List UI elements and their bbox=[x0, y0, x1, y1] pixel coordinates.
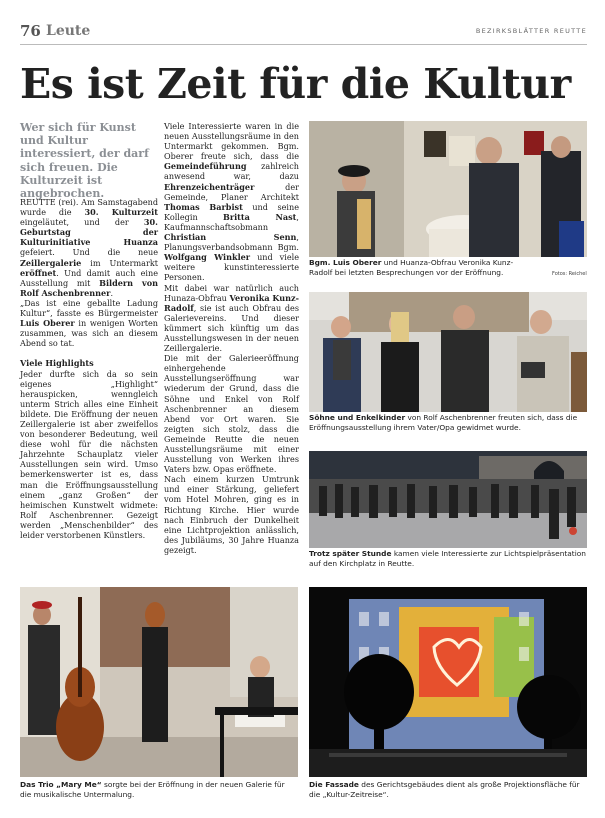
photo-credit: Fotos: Reichel bbox=[552, 271, 587, 277]
paragraph: „Das ist eine geballte Ladung Kultur“, fasste es Bürgermeister Luis Oberer in wenigen Worten zusammen, was sich an diesem Abend so tat. bbox=[20, 297, 158, 349]
paragraph: Nach einem kurzen Umtrunk und einer Stärkung, geliefert vom Hotel Mohren, ging es in Richtung Kirche. Hier wurde nach Einbruch der Dunkelheit eine Lichtprojektion anlässlich, des Jubiläums, 30 Jahre Huanza gezeigt. bbox=[164, 474, 299, 555]
article-column-1 bbox=[20, 197, 158, 540]
article-headline: Es ist Zeit für die Kultur bbox=[20, 60, 571, 108]
publication-name: BEZIRKSBLÄTTER REUTTE bbox=[475, 27, 587, 35]
photo-crowd-at-night bbox=[309, 451, 587, 548]
photo-family bbox=[309, 292, 587, 412]
paragraph: REUTTE (rei). Am Samstagabend wurde die 30. Kulturzeit eingeläutet, und der 30. Geburtstag der Kulturinitiative Huanza gefeiert. Und die neue Zeillergalerie im Untermarkt eröffnet. Und damit auch eine Ausstellung mit Bildern von Rolf Aschenbrenner. bbox=[20, 197, 158, 298]
article-column-2 bbox=[164, 121, 299, 555]
paragraph: Die mit der Galerieeröffnung einhergehende Ausstellungseröffnung war wiederum der Grund, dass die Söhne und Enkel von Rolf Aschenbrenner an diesem Abend vor Ort waren. Sie zeigten sich stolz, dass die Gemeinde Reutte die neuen Ausstellungsräume mit einer Ausstellung von Werken ihres Vaters bzw. Opas eröffnete. bbox=[164, 353, 299, 475]
photo-trio-mary-me bbox=[20, 587, 298, 777]
photo-facade-projection bbox=[309, 587, 587, 777]
paragraph: Viele Interessierte waren in die neuen Ausstellungsräume in den Untermarkt gekommen. Bgm. Oberer freute sich, dass die Gemeindeführung zahlreich anwesend war, dazu Ehrenzeichenträger der Gemeinde, Planer Architekt Thomas Barbist und seine Kollegin Britta Nast, Kaufmannschaftsobmann Christian Senn, Planungsverbandsobmann Bgm. Wolfgang Winkler und viele weitere kunstinteressierte Personen. bbox=[164, 121, 299, 283]
photo-mayor-and-chairwoman bbox=[309, 121, 587, 257]
page-header bbox=[20, 22, 587, 45]
photo-caption: Die Fassade des Gerichtsgebäudes dient als große Projektionsfläche für die „Kultur-Zeitreise“. bbox=[309, 780, 580, 799]
subheading: Viele Highlights bbox=[20, 358, 94, 369]
paragraph: Mit dabei war natürlich auch Hunaza-Obfrau Veronika Kunz-Radolf, sie ist auch Obfrau des Galerievereins. Und dieser kümmert sich künftig um das Ausstellungswesen in der neuen Zeillergalerie. bbox=[164, 282, 299, 354]
photo-caption: Trotz später Stunde kamen viele Interessierte zur Lichtspielpräsentation auf den Kirchplatz in Reutte. bbox=[309, 549, 586, 568]
page-number: 76 bbox=[20, 22, 41, 40]
photo-caption: Söhne und Enkelkinder von Rolf Aschenbrenner freuten sich, dass die Eröffnungsausstellung ihrem Vater/Opa gewidmet wurde. bbox=[309, 413, 578, 432]
photo-caption: Das Trio „Mary Me“ sorgte bei der Eröffnung in der neuen Galerie für die musikalische Untermalung. bbox=[20, 780, 285, 799]
paragraph: Jeder durfte sich da so sein eigenes „Highlight“ herauspicken, wenngleich unterm Strich alles eine Einheit bildete. Die Eröffnung der neuen Zeillergalerie ist aber zweifellos von besonderer Bedeutung, weil diese wohl für die nächsten Jahrzehnte Schauplatz vieler Ausstellungen sein wird. Umso bemerkenswerter ist es, dass man die Eröffnungsausstellung einem „ganz Großen“ der heimischen Kunstwelt widmete: Rolf Aschenbrenner. Gezeigt werden „Menschenbilder“ des leider verstorbenen Künstlers. bbox=[20, 368, 158, 540]
article-lead: Wer sich für Kunst und Kultur interessiert, der darf sich freuen. Die Kulturzeit ist angebrochen. bbox=[20, 121, 149, 201]
photo-caption: Bgm. Luis Oberer und Huanza-Obfrau Veronika Kunz-Radolf bei letzten Besprechungen vor der Eröffnung. bbox=[309, 258, 514, 277]
section-title: Leute bbox=[46, 23, 91, 39]
